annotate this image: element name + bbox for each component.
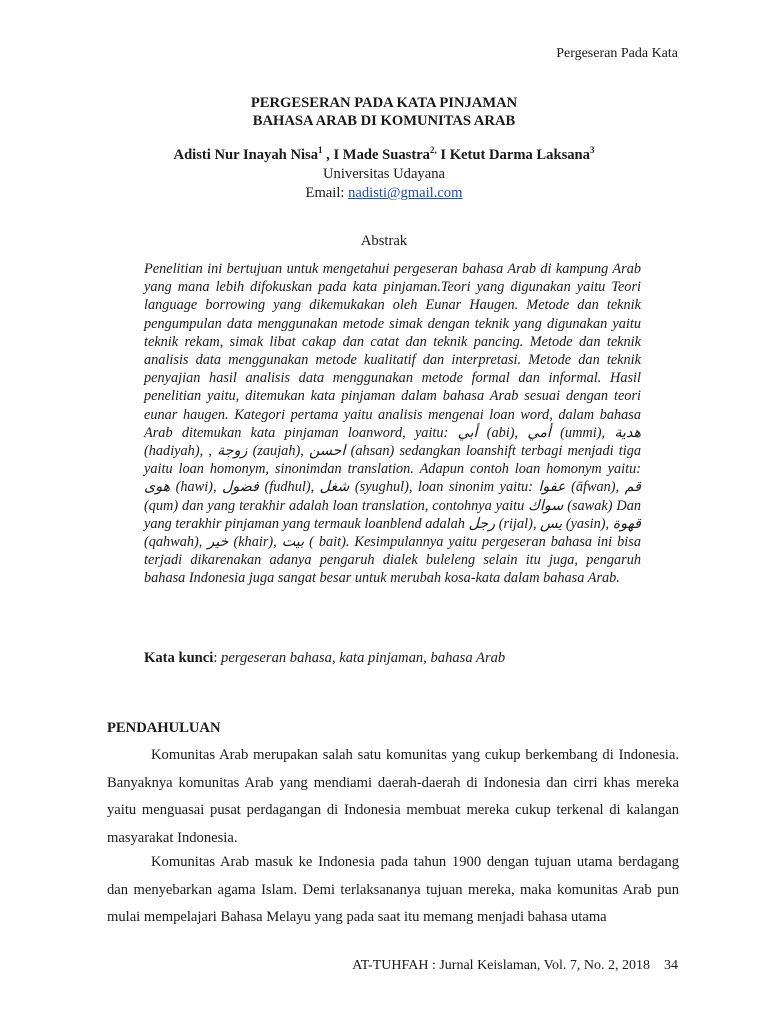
author-affiliation-mark-1: 1 [318, 145, 323, 156]
article-title [0, 94, 768, 130]
author-list [0, 147, 768, 164]
keywords-colon: : [213, 650, 222, 666]
abstract-text: Penelitian ini bertujuan untuk mengetahui pergeseran bahasa Arab di kampung Arab yang mana lebih difokuskan pada kata pinjaman.Teori yang digunakan yaitu Teori language borrowing yang dikemukakan oleh Eunar Haugen. Metode dan teknik pengumpulan data menggunakan metode simak dengan teknik yang digunakan yaitu teknik rekam, simak libat cakap dan catat dan teknik pancing. Metode dan teknik analisis data menggunakan metode kualitatif dan interpretasi. Metode dan teknik penyajian hasil analisis data menggunakan metode formal dan informal. Hasil penelitian yaitu, ditemukan kata pinjaman dalam bahasa Arab sesuai dengan teori eunar haugen. Kategori pertama yaitu analisis mengenai loan word, dalam bahasa Arab ditemukan kata pinjaman loanword, yaitu: أبي (abi), أمي (ummi), هدية (hadiyah), , زوجة (zaujah), احسن (ahsan) sedangkan loanshift terbagi menjadi tiga yaitu loan homonym, sinonimdan translation. Adapun contoh loan homonym yaitu: هوى (hawi), فضول (fudhul), شغل (syughul), loan sinonim yaitu: عفوا (āfwan), قم (qum) dan yang terakhir adalah loan translation, contohnya yaitu سواك (sawak) Dan yang terakhir pinjaman yang termauk loanblend adalah رجل (rijal), يس (yasin), قهوة (qahwah), خير (khair), بيت ( bait). Kesimpulannya yaitu pergeseran bahasa ini bisa terjadi dikarenakan adanya pengaruh dialek buleleng selain itu juga, pengaruh bahasa Indonesia juga sangat besar untuk merubah kosa-kata dalam bahasa Arab. [144, 261, 642, 587]
page-number: 34 [664, 958, 678, 973]
intro-paragraph-1-text: Komunitas Arab merupakan salah satu komunitas yang cukup berkembang di Indonesia. Banyaknya komunitas Arab yang mendiami daerah-daerah di Indonesia dan cirri khas mereka yaitu menguasai pusat perdagangan di Indonesia membuat mereka cukup terkenal di kalangan masyarakat Indonesia. [107, 747, 679, 846]
author-separator: , [322, 147, 334, 163]
journal-citation: AT-TUHFAH : Jurnal Keislaman, Vol. 7, No. 2, 2018 [352, 958, 650, 973]
running-head: Pergeseran Pada Kata [556, 46, 678, 61]
author-affiliation: Universitas Udayana [323, 166, 445, 182]
intro-paragraph-2-text: Komunitas Arab masuk ke Indonesia pada tahun 1900 dengan tujuan utama berdagang dan menyebarkan agama Islam. Demi terlaksananya tujuan mereka, maka komunitas Arab pun mulai mempelajari Bahasa Melayu yang pada saat itu memang menjadi bahasa utama [107, 854, 679, 926]
keywords-line [144, 650, 505, 667]
author-affiliation-mark-3: 3 [589, 145, 595, 156]
author-name-1: Adisti Nur Inayah Nisa [173, 147, 319, 163]
section-heading-introduction: PENDAHULUAN [107, 720, 221, 736]
intro-paragraph-2 [107, 849, 679, 932]
keywords-label: Kata kunci [144, 650, 214, 666]
author-affiliation-mark-2: 2, [429, 145, 437, 156]
keywords-text: pergeseran bahasa, kata pinjaman, bahasa Arab [221, 650, 506, 666]
contact-email-line [0, 185, 768, 202]
intro-paragraph-1 [107, 742, 679, 852]
page-footer [352, 958, 678, 974]
author-name-3: I Ketut Darma Laksana [440, 147, 590, 163]
abstract-body [144, 260, 641, 588]
abstract-heading: Abstrak [360, 233, 408, 249]
title-line-2: BAHASA ARAB DI KOMUNITAS ARAB [252, 113, 516, 129]
email-label: Email: [305, 185, 349, 201]
email-link[interactable]: nadisti@gmail.com [348, 185, 463, 201]
author-name-2: I Made Suastra [333, 147, 430, 163]
title-line-1: PERGESERAN PADA KATA PINJAMAN [250, 95, 518, 111]
